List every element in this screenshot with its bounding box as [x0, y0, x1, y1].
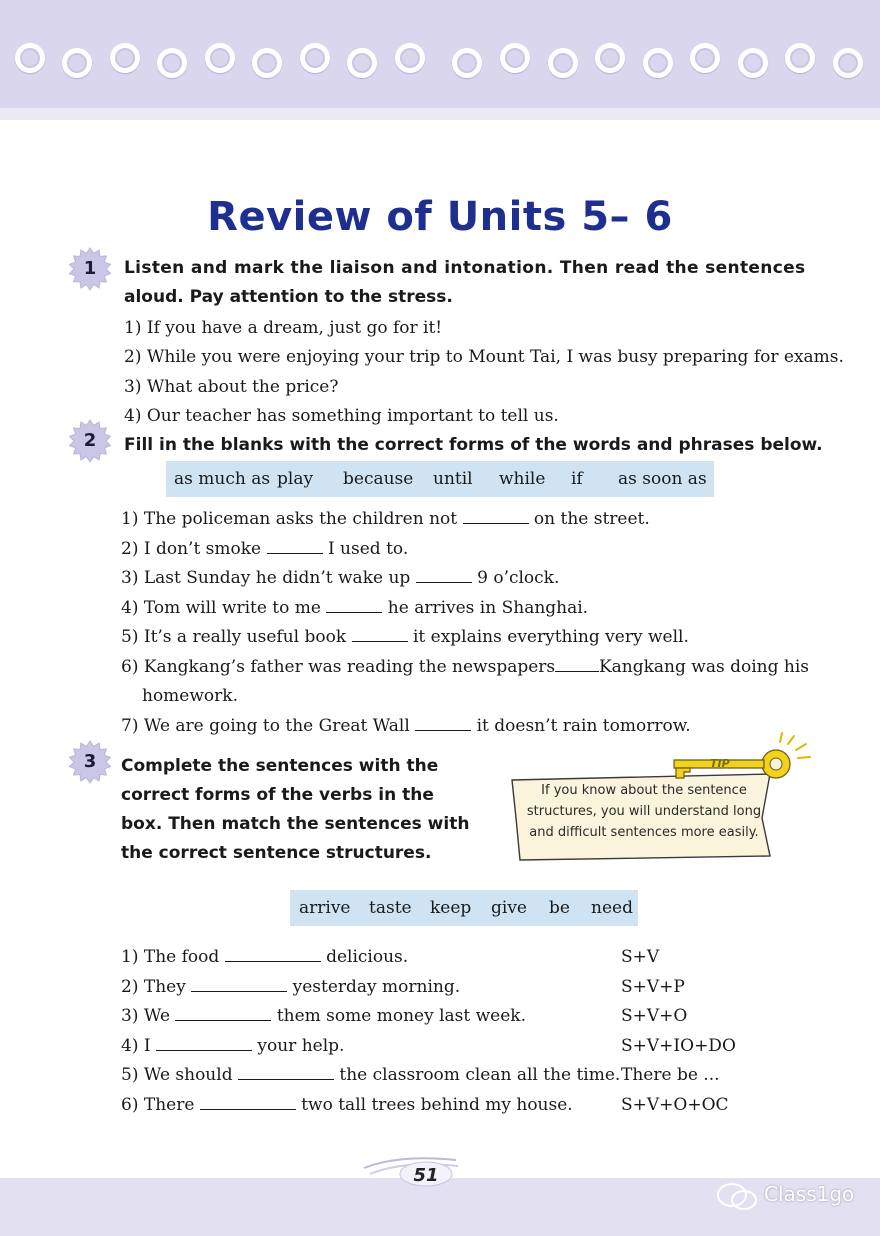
sentence-text: yesterday morning.: [292, 977, 461, 997]
header-band-shadow: [0, 108, 880, 120]
tip-text-line: structures, you will understand long: [526, 804, 762, 819]
section-2-sentence-6: [121, 656, 809, 678]
section-2-number: 2: [83, 430, 97, 451]
ring-ornament: [205, 43, 235, 73]
section-1-instruction: [124, 254, 814, 312]
ring-ornament: [452, 48, 482, 78]
answer-blank[interactable]: [156, 1035, 252, 1051]
ring-ornament: [785, 43, 815, 73]
section-2-instruction: Fill in the blanks with the correct forms of the words and phrases below.: [124, 435, 823, 455]
ring-ornament: [15, 43, 45, 73]
sentence-text: 2) I don’t smoke: [121, 539, 262, 559]
word-box-item: until: [433, 469, 473, 489]
structure-label: S+V+O+OC: [621, 1095, 729, 1115]
answer-blank[interactable]: [415, 715, 471, 731]
section-3-number: 3: [83, 751, 97, 772]
word-box-item: while: [499, 469, 546, 489]
ring-ornament: [395, 43, 425, 73]
word-box-item: play: [277, 469, 314, 489]
sentence-text: 1) The policeman asks the children not: [121, 509, 458, 529]
answer-blank[interactable]: [352, 626, 408, 642]
section-2-sentence-2: [121, 538, 408, 560]
sentence-text: 7) We are going to the Great Wall: [121, 716, 410, 736]
section-2-sentence-5: [121, 626, 689, 648]
section-3-badge: [68, 740, 112, 784]
ring-ornament: [548, 48, 578, 78]
word-box-item: because: [343, 469, 414, 489]
word-box-item: as soon as: [618, 469, 707, 489]
sentence-text: Kangkang was doing his: [598, 657, 809, 677]
sentence-text: 5) We should: [121, 1065, 233, 1085]
sentence-text: them some money last week.: [276, 1006, 527, 1026]
word-box-item: as much as: [174, 469, 271, 489]
section-2-word-box: [166, 461, 714, 497]
sentence-text: 2) They: [121, 977, 186, 997]
section-1-badge: [68, 247, 112, 291]
word-box-item: give: [491, 898, 527, 918]
section-3-sentence-6: [121, 1094, 573, 1116]
answer-blank[interactable]: [416, 567, 472, 583]
section-3-instruction-line: the correct sentence structures.: [121, 843, 432, 863]
tip-text-line: If you know about the sentence: [541, 783, 747, 798]
ring-ornament: [157, 48, 187, 78]
section-1-instruction-line-1: Listen and mark the liaison and intonation. Then read the sentences: [124, 258, 806, 278]
sentence-text: the classroom clean all the time.: [339, 1065, 621, 1085]
section-2-sentence-6-continuation: homework.: [142, 686, 238, 706]
section-1-sentence-2: 2) While you were enjoying your trip to Mount Tai, I was busy preparing for exams.: [124, 347, 844, 367]
answer-blank[interactable]: [191, 976, 287, 992]
sentence-text: 6) There: [121, 1095, 195, 1115]
sentence-text: 3) We: [121, 1006, 170, 1026]
section-1-number: 1: [83, 258, 97, 279]
section-1-sentence-3: 3) What about the price?: [124, 377, 339, 397]
answer-blank[interactable]: [555, 656, 599, 672]
section-2-sentence-7: [121, 715, 691, 737]
section-3-word-box: [290, 890, 638, 926]
tip-text-line: and difficult sentences more easily.: [529, 825, 759, 840]
sentence-text: two tall trees behind my house.: [301, 1095, 573, 1115]
section-3-instruction-line: Complete the sentences with the: [121, 756, 439, 776]
sentence-text: 4) I: [121, 1036, 151, 1056]
sentence-text: 4) Tom will write to me: [121, 598, 321, 618]
sentence-text: it doesn’t rain tomorrow.: [476, 716, 691, 736]
section-1-sentence-4: 4) Our teacher has something important to tell us.: [124, 406, 559, 426]
section-3-sentence-1: [121, 946, 408, 968]
section-2-sentence-3: [121, 567, 559, 589]
ring-ornament: [62, 48, 92, 78]
ring-ornament: [643, 48, 673, 78]
word-box-item: be: [549, 898, 570, 918]
word-box-item: need: [591, 898, 633, 918]
sentence-text: 9 o’clock.: [477, 568, 560, 588]
ring-ornament: [690, 43, 720, 73]
answer-blank[interactable]: [200, 1094, 296, 1110]
word-box-item: if: [571, 469, 583, 489]
word-box-item: taste: [369, 898, 412, 918]
word-box-item: keep: [430, 898, 472, 918]
ring-ornament: [833, 48, 863, 78]
ring-ornament: [347, 48, 377, 78]
section-1-instruction-line-2: aloud. Pay attention to the stress.: [124, 287, 453, 307]
section-3-sentence-5: [121, 1064, 620, 1086]
ring-ornament: [110, 43, 140, 73]
ring-ornament: [252, 48, 282, 78]
sentence-text: your help.: [257, 1036, 345, 1056]
ring-ornament: [738, 48, 768, 78]
sentence-text: on the street.: [533, 509, 650, 529]
sentence-text: delicious.: [326, 947, 409, 967]
section-2-sentence-4: [121, 597, 588, 619]
tip-label: TIP: [710, 757, 730, 770]
section-3-instruction-line: correct forms of the verbs in the: [121, 785, 434, 805]
section-3-instruction: [121, 752, 469, 868]
sentence-text: 6) Kangkang’s father was reading the newspapers: [121, 657, 556, 677]
sentence-text: it explains everything very well.: [412, 627, 689, 647]
answer-blank[interactable]: [326, 597, 382, 613]
sentence-text: I used to.: [327, 539, 409, 559]
sentence-text: he arrives in Shanghai.: [387, 598, 589, 618]
answer-blank[interactable]: [463, 508, 529, 524]
ring-ornament: [595, 43, 625, 73]
sentence-text: 3) Last Sunday he didn’t wake up: [121, 568, 411, 588]
section-3-sentence-2: [121, 976, 460, 998]
sentence-text: 5) It’s a really useful book: [121, 627, 347, 647]
structure-label: There be ...: [621, 1065, 720, 1085]
ring-ornament: [300, 43, 330, 73]
watermark-text: Class1go: [764, 1182, 855, 1206]
section-1-sentence-1: 1) If you have a dream, just go for it!: [124, 318, 443, 338]
answer-blank[interactable]: [267, 538, 323, 554]
section-2-sentence-1: [121, 508, 650, 530]
sentence-text: 1) The food: [121, 947, 220, 967]
answer-blank[interactable]: [238, 1064, 334, 1080]
section-2-badge: [68, 419, 112, 463]
key-icon: [664, 730, 814, 782]
ring-ornament: [500, 43, 530, 73]
section-3-sentence-4: [121, 1035, 344, 1057]
structure-label: S+V+O: [621, 1006, 688, 1026]
wechat-icon: [716, 1182, 760, 1212]
section-3-instruction-line: box. Then match the sentences with: [121, 814, 470, 834]
answer-blank[interactable]: [225, 946, 321, 962]
structure-label: S+V: [621, 947, 660, 967]
structure-label: S+V+P: [621, 977, 685, 997]
section-3-sentence-3: [121, 1005, 526, 1027]
structure-label: S+V+IO+DO: [621, 1036, 736, 1056]
page-title: Review of Units 5– 6: [207, 194, 673, 240]
word-box-item: arrive: [299, 898, 351, 918]
answer-blank[interactable]: [175, 1005, 271, 1021]
tip-text: [524, 780, 764, 843]
page-number: 51: [413, 1165, 439, 1186]
